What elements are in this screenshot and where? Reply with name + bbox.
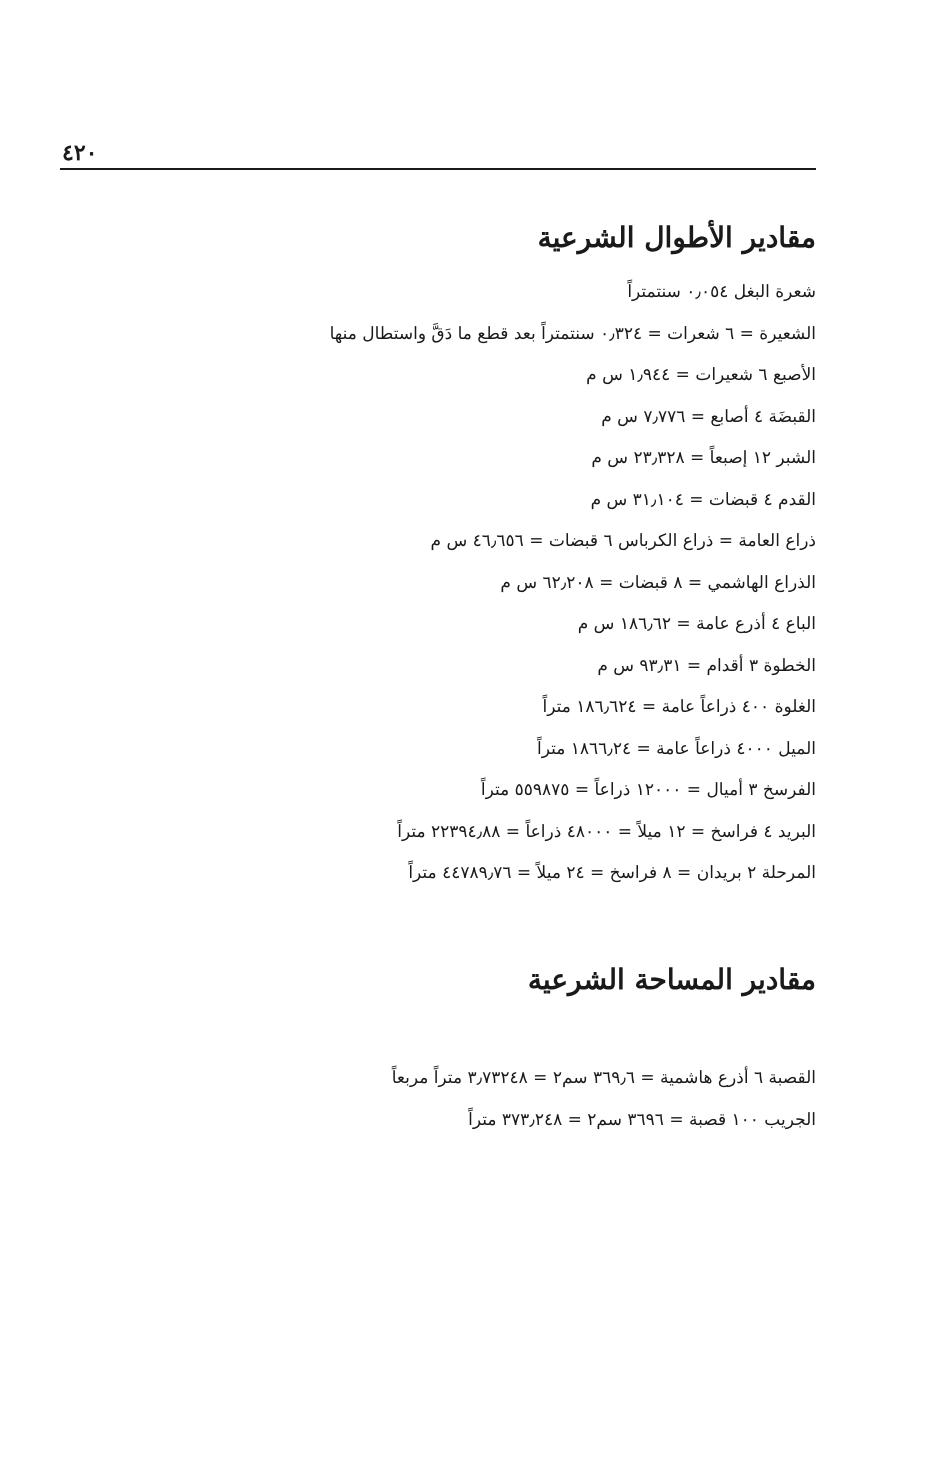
area-line: القصبة ٦ أذرع هاشمية = ٣٦٩٫٦ سم٢ = ٣٫٧٣٢٤٨ متراً مربعاً <box>391 1068 816 1088</box>
length-line: القبضَة ٤ أصابع = ٧٫٧٧٦ س م <box>601 406 816 427</box>
length-line: الفرسخ ٣ أميال = ١٢٠٠٠ ذراعاً = ٥٥٩٨٧٥ متراً <box>480 780 816 800</box>
length-line: شعرة البغل ٠٫٠٥٤ سنتمتراً <box>627 282 816 302</box>
lengths-list <box>296 272 816 895</box>
areas-section-title: مقادير المساحة الشرعية <box>527 963 816 996</box>
length-line: الشبر ١٢ إصبعاً = ٢٣٫٣٢٨ س م <box>591 448 816 468</box>
length-line: الباع ٤ أذرع عامة = ١٨٦٫٦٢ س م <box>577 614 816 634</box>
length-line: الميل ٤٠٠٠ ذراعاً عامة = ١٨٦٦٫٢٤ متراً <box>537 738 816 759</box>
page-number: ٤٢٠ <box>62 140 98 166</box>
areas-section <box>296 960 816 1141</box>
lengths-section-title: مقادير الأطوال الشرعية <box>537 221 816 254</box>
length-line: المرحلة ٢ بريدان = ٨ فراسخ = ٢٤ ميلاً = ٤٤٧٨٩٫٧٦ متراً <box>408 863 816 883</box>
length-line: الذراع الهاشمي = ٨ قبضات = ٦٢٫٢٠٨ س م <box>500 572 816 593</box>
length-line: البريد ٤ فراسخ = ١٢ ميلاً = ٤٨٠٠٠ ذراعاً = ٢٢٣٩٤٫٨٨ متراً <box>397 821 816 842</box>
area-line: الجريب ١٠٠ قصبة = ٣٦٩٦ سم٢ = ٣٧٣٫٢٤٨ متراً <box>468 1109 816 1130</box>
header-rule <box>60 168 816 170</box>
length-line: الخطوة ٣ أقدام = ٩٣٫٣١ س م <box>597 655 816 676</box>
length-line: الشعيرة = ٦ شعرات = ٠٫٣٢٤ سنتمتراً بعد قطع ما دَقَّ واستطال منها <box>329 323 816 344</box>
areas-list <box>296 1058 816 1141</box>
length-line: الأصبع ٦ شعيرات = ١٫٩٤٤ س م <box>586 365 816 385</box>
length-line: الغلوة ٤٠٠ ذراعاً عامة = ١٨٦٫٦٢٤ متراً <box>542 697 816 717</box>
length-line: القدم ٤ قبضات = ٣١٫١٠٤ س م <box>590 489 816 510</box>
length-line: ذراع العامة = ذراع الكرباس ٦ قبضات = ٤٦٫٦٥٦ س م <box>430 531 816 551</box>
lengths-section <box>296 218 816 895</box>
